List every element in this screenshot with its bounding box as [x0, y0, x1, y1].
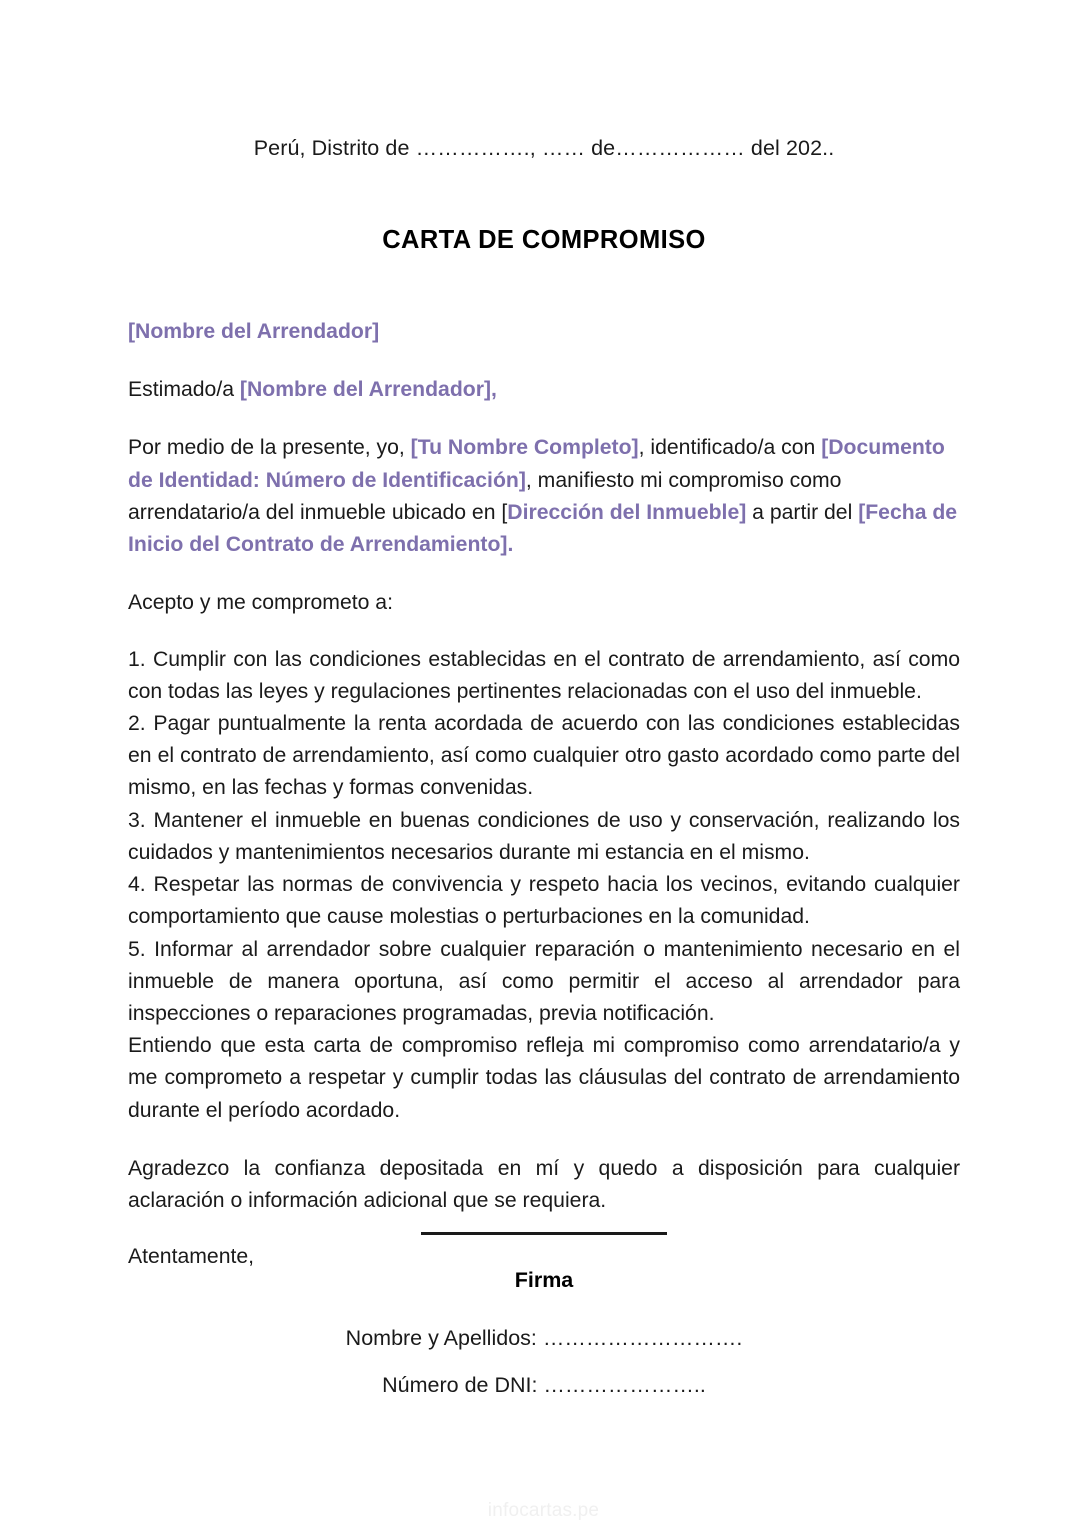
salutation-block — [128, 316, 960, 406]
signature-name-field: Nombre y Apellidos: ………………………. — [345, 1326, 743, 1350]
placeholder-property-address: Dirección del Inmueble] — [507, 500, 747, 524]
placeholder-full-name: [Tu Nombre Completo] — [410, 436, 639, 460]
recipient-placeholder-text: [Nombre del Arrendador] — [128, 320, 380, 343]
intro-segment-1: Por medio de la presente, yo, — [128, 436, 411, 460]
commitments-lead-in: Acepto y me comprometo a: — [128, 591, 393, 615]
date-line: Perú, Distrito de ……………., …… de……………… del 202.. — [253, 136, 835, 160]
greeting-placeholder-text: [Nombre del Arrendador], — [239, 378, 497, 402]
page-title: CARTA DE COMPROMISO — [382, 226, 706, 254]
list-item: 4. Respetar las normas de convivencia y respeto hacia los vecinos, evitando cualquier comportamiento que cause molestias o perturbaciones en la comunidad. — [128, 873, 960, 929]
list-item: 3. Mantener el inmueble en buenas condiciones de uso y conservación, realizando los cuidados y mantenimientos necesarios durante mi estancia en el mismo. — [128, 808, 960, 864]
list-item: 1. Cumplir con las condiciones establecidas en el contrato de arrendamiento, así como con todas las leyes y regulaciones pertinentes relacionadas con el uso del inmueble. — [128, 647, 960, 703]
sign-off: Atentamente, — [128, 1245, 255, 1269]
list-item: Entiendo que esta carta de compromiso refleja mi compromiso como arrendatario/a y me comprometo a respetar y cumplir todas las cláusulas del contrato de arrendamiento durante el período acordado. — [128, 1034, 960, 1122]
commitments-list — [128, 644, 960, 1127]
greeting-prefix: Estimado/a — [128, 378, 240, 402]
list-item: 5. Informar al arrendador sobre cualquier reparación o mantenimiento necesario en el inmueble de manera oportuna, así como permitir el acceso al arrendador para inspecciones o reparaciones programadas, previa notificación. — [128, 937, 960, 1025]
footer-watermark: infocartas.pe — [487, 1500, 600, 1521]
placeholder-identity-document: [Documento de Identidad: Número de Identificación] — [128, 436, 945, 492]
signature-firma-label: Firma — [514, 1268, 574, 1292]
open-bracket-address: [ — [501, 500, 508, 524]
closing-thanks-paragraph: Agradezco la confianza depositada en mí y quedo a disposición para cualquier aclaración o información adicional que se requiera. — [128, 1156, 960, 1213]
intro-segment-4: a partir del — [746, 500, 859, 524]
signature-block — [128, 1232, 960, 1398]
signature-line — [421, 1232, 667, 1235]
intro-segment-3: , manifiesto mi compromiso como arrendatario/a del inmueble ubicado en — [128, 468, 842, 524]
intro-paragraph — [128, 432, 960, 561]
greeting-line — [128, 374, 960, 406]
placeholder-lease-start-date: [Fecha de Inicio del Contrato de Arrendamiento]. — [128, 500, 958, 557]
signature-dni-field: Número de DNI: ………………….. — [382, 1373, 706, 1397]
spacer — [128, 1127, 960, 1153]
recipient-placeholder — [128, 316, 960, 348]
list-item: 2. Pagar puntualmente la renta acordada de acuerdo con las condiciones establecidas en el contrato de arrendamiento, así como cualquier otro gasto acordado como parte del mismo, en las fechas y formas convenidas. — [128, 711, 960, 800]
letter-body — [128, 316, 960, 1273]
intro-segment-2: , identificado/a con — [638, 436, 822, 460]
